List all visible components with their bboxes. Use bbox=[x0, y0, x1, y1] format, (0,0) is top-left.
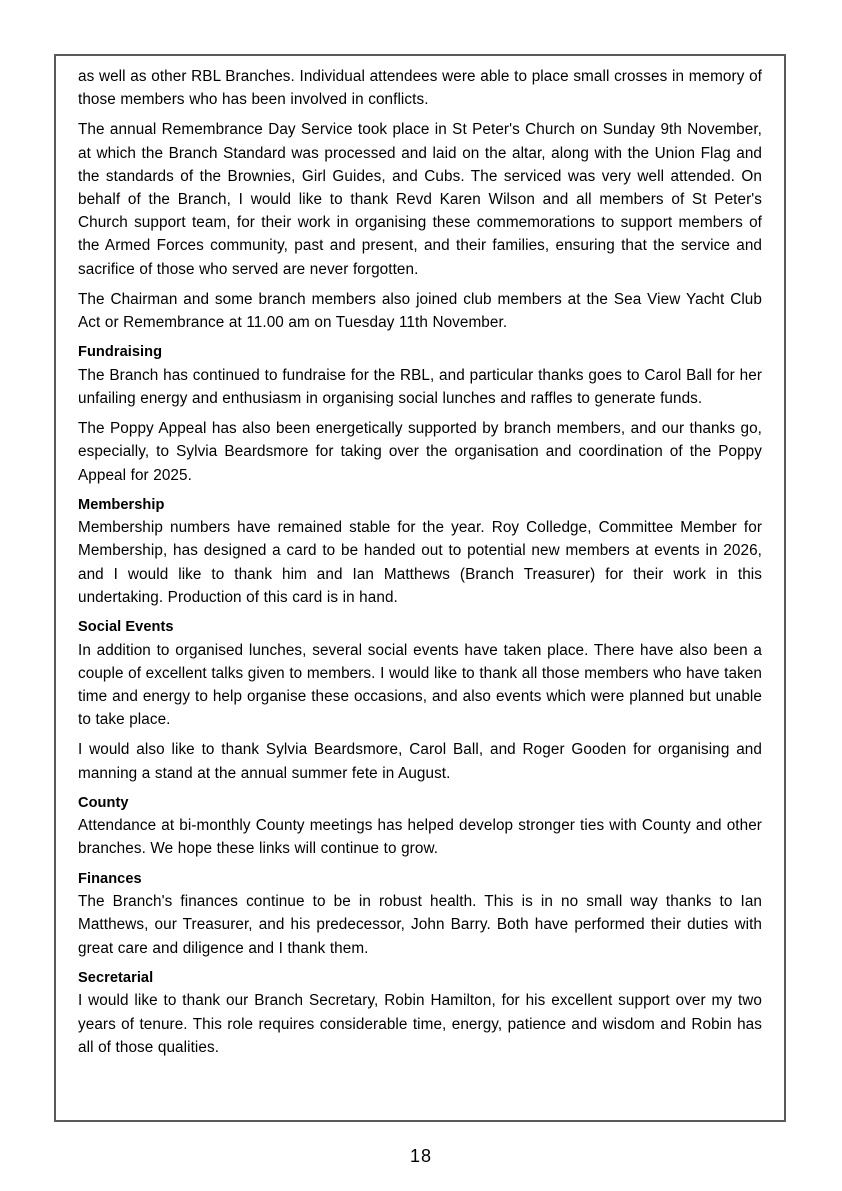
paragraph-secretarial-robin-hamilton: I would like to thank our Branch Secretary, Robin Hamilton, for his excellent support over my two years of tenure. This role requires considerable time, energy, patience and wisdom and Robin has all of those qualities. bbox=[78, 992, 762, 1056]
heading-social-events: Social Events bbox=[78, 619, 174, 636]
paragraph-summer-fete-stand: I would also like to thank Sylvia Beardsmore, Carol Ball, and Roger Gooden for organising and manning a stand at the annual summer fete in August. bbox=[78, 741, 762, 782]
paragraph-poppy-appeal: The Poppy Appeal has also been energetically supported by branch members, and our thanks go, especially, to Sylvia Beardsmore for taking over the organisation and coordination of the Poppy Appeal for 2025. bbox=[78, 420, 762, 484]
heading-finances: Finances bbox=[78, 870, 142, 887]
paragraph-finances-treasurer: The Branch's finances continue to be in robust health. This is in no small way thanks to Ian Matthews, our Treasurer, and his predecessor, John Barry. Both have performed their duties with great care and diligence and I thank them. bbox=[78, 893, 762, 957]
paragraph-remembrance-day-service: The annual Remembrance Day Service took place in St Peter's Church on Sunday 9th November, at which the Branch Standard was processed and laid on the altar, along with the Union Flag and the standards of the Brownies, Girl Guides, and Cubs. The serviced was very well attended. On behalf of the Branch, I would like to thank Revd Karen Wilson and all members of St Peter's Church support team, for their work in organising these commemorations to support members of the Armed Forces community, past and present, and their families, ensuring that the service and sacrifice of those who served are never forgotten. bbox=[78, 121, 762, 278]
paragraph-fundraising-carol-ball: The Branch has continued to fundraise for the RBL, and particular thanks goes to Carol Ball for her unfailing energy and enthusiasm in organising social lunches and raffles to generate funds. bbox=[78, 366, 762, 407]
heading-membership: Membership bbox=[78, 496, 165, 513]
paragraph-attendees-crosses: as well as other RBL Branches. Individual attendees were able to place small crosses in memory of those members who has been involved in conflicts. bbox=[78, 68, 762, 109]
paragraph-sea-view-yacht-club: The Chairman and some branch members also joined club members at the Sea View Yacht Club Act or Remembrance at 11.00 am on Tuesday 11th November. bbox=[78, 290, 762, 332]
document-body bbox=[78, 65, 762, 1059]
heading-secretarial: Secretarial bbox=[78, 969, 154, 986]
heading-county: County bbox=[78, 794, 129, 811]
paragraph-social-events-lunches: In addition to organised lunches, several social events have taken place. There have also been a couple of excellent talks given to members. I would like to thank all those members who have taken time and energy to help organise these occasions, and also events which were planned but unable to take place. bbox=[78, 641, 762, 729]
heading-fundraising: Fundraising bbox=[78, 344, 163, 361]
paragraph-county-meetings: Attendance at bi-monthly County meetings has helped develop stronger ties with County and other branches. We hope these links will continue to grow. bbox=[78, 817, 762, 858]
bordered-content-frame bbox=[54, 54, 786, 1122]
paragraph-membership-numbers: Membership numbers have remained stable for the year. Roy Colledge, Committee Member for Membership, has designed a card to be handed out to potential new members at events in 2026, and I would like to thank him and Ian Matthews (Branch Treasurer) for their work in this undertaking. Production of this card is in hand. bbox=[78, 519, 762, 606]
page-number: 18 bbox=[409, 1146, 433, 1166]
